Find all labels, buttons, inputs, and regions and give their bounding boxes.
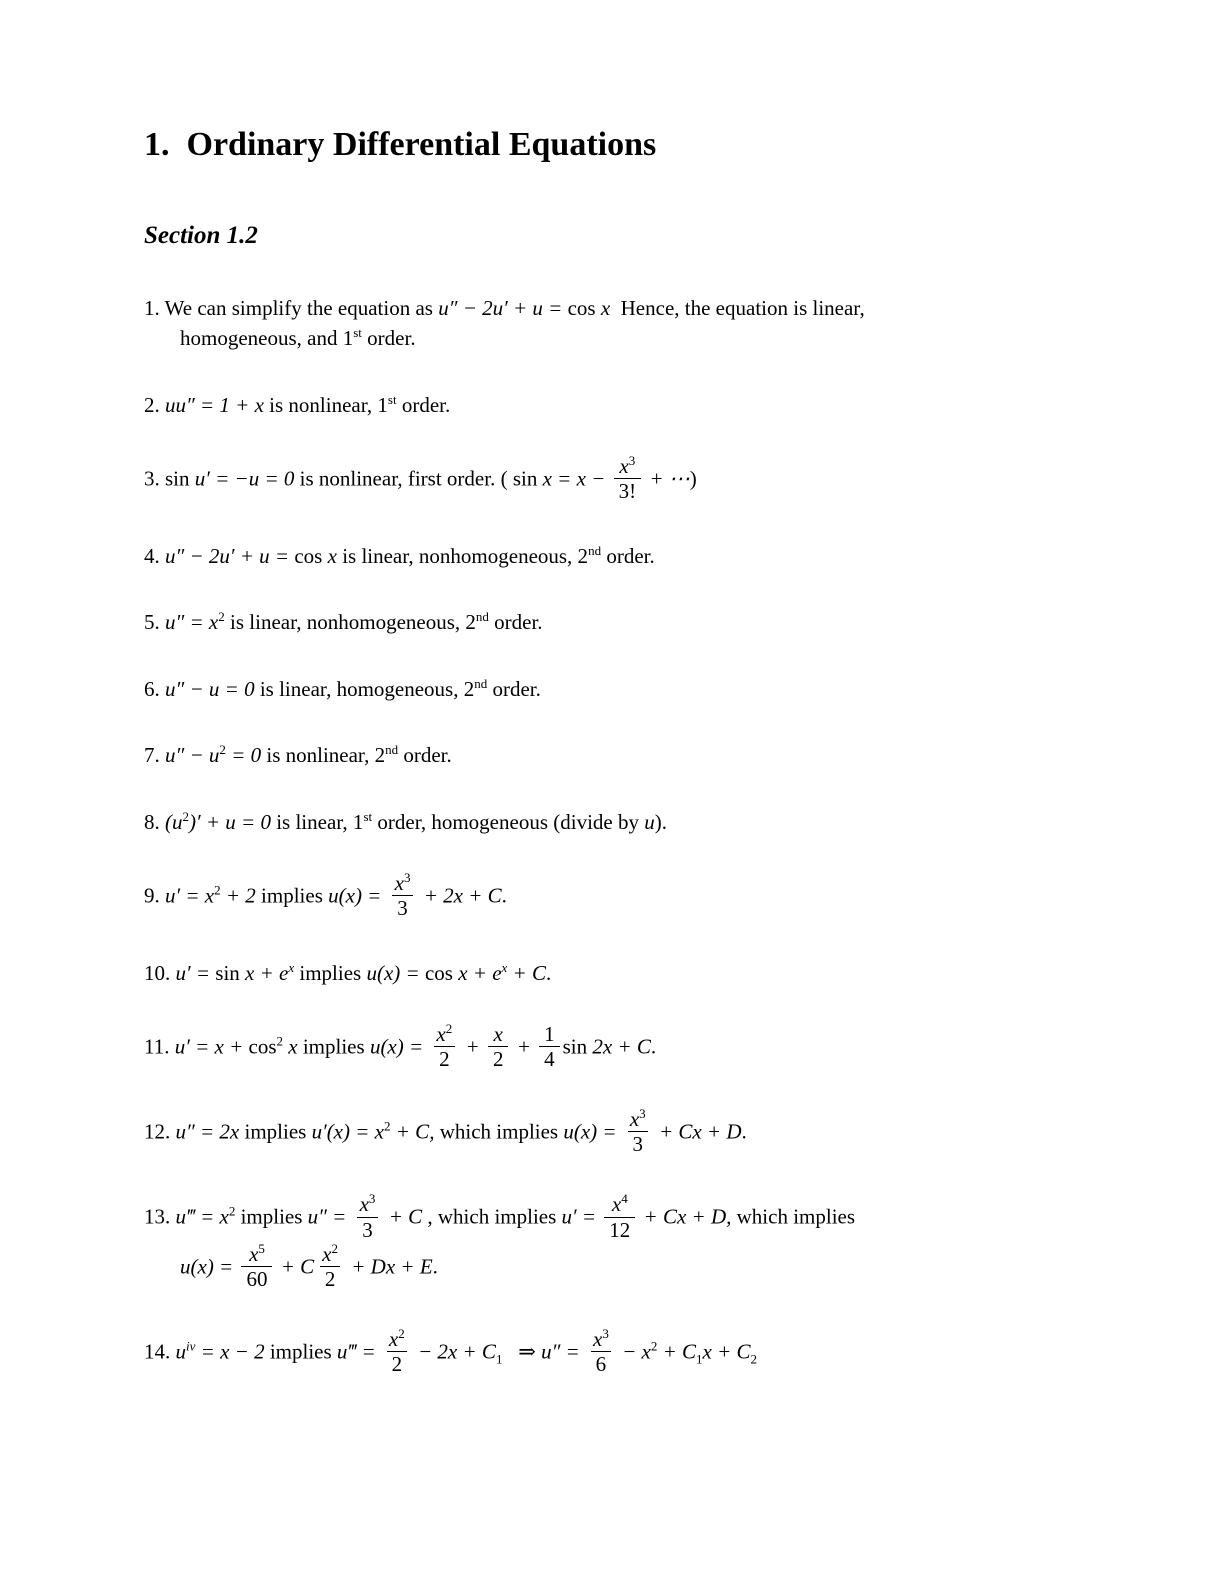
problem-line	[144, 453, 1114, 504]
math-text: (u	[165, 809, 183, 834]
superscript: 2	[182, 808, 190, 824]
superscript: x	[501, 959, 508, 975]
superscript: 5	[258, 1240, 265, 1256]
math-text: u(x) =	[366, 960, 425, 985]
plain-text: .	[501, 883, 507, 908]
fraction-numerator	[355, 1193, 381, 1216]
plain-text: order, homogeneous (divide by	[372, 809, 645, 834]
math-text: u″ = 2x	[175, 1119, 240, 1144]
math-text: x	[611, 1192, 622, 1217]
problem-item	[144, 869, 1114, 921]
problem-line	[144, 869, 1114, 921]
fraction-denominator	[320, 1266, 341, 1290]
superscript: 2	[228, 1203, 236, 1219]
problem-line	[144, 1191, 1114, 1242]
math-text: u	[644, 809, 655, 834]
math-text: u	[175, 1339, 186, 1364]
plain-text: 1	[544, 1022, 555, 1047]
math-text: +	[511, 1034, 537, 1059]
problem-line	[144, 324, 1114, 352]
plain-text: , which implies	[422, 1204, 562, 1229]
math-text: u(x) =	[180, 1253, 239, 1278]
math-text: 2x + C	[592, 1034, 651, 1059]
math-text: u″ − 2u′ + u =	[165, 544, 295, 569]
math-text: − 2x + C	[412, 1339, 496, 1364]
plain-text: is nonlinear, 2	[261, 743, 386, 768]
problem-line	[144, 1240, 1114, 1292]
problem-number: 3.	[144, 466, 165, 491]
plain-text: cos	[294, 544, 328, 569]
problem-line	[144, 608, 1114, 636]
problem-number: 4.	[144, 544, 165, 569]
superscript: 2	[218, 609, 225, 625]
fraction	[355, 1193, 381, 1240]
fraction	[539, 1023, 560, 1070]
math-text: x	[322, 1241, 332, 1266]
plain-text: cos	[567, 296, 601, 320]
plain-text: .	[741, 1119, 747, 1144]
plain-text: 3	[632, 1132, 644, 1157]
problem-line	[144, 542, 1114, 570]
fraction	[588, 1325, 614, 1376]
math-text: u‴ =	[336, 1339, 381, 1364]
math-text: u′ = −u = 0	[194, 466, 295, 491]
plain-text: 2	[439, 1047, 450, 1072]
plain-text: .	[545, 960, 552, 985]
section-heading: Section 1.2	[144, 222, 258, 249]
plain-text: 4	[544, 1047, 555, 1072]
fraction-numerator	[539, 1023, 560, 1046]
plain-text: Hence, the equation is linear,	[610, 296, 865, 320]
math-text: x	[394, 870, 404, 895]
fraction-denominator	[628, 1131, 649, 1155]
page-title: 1. Ordinary Differential Equations	[144, 126, 657, 163]
plain-text: order.	[361, 326, 416, 351]
fraction-denominator	[434, 1046, 455, 1070]
fraction-denominator	[392, 895, 413, 919]
problem-number: 14.	[144, 1339, 176, 1364]
math-text: u′(x) = x	[311, 1119, 384, 1144]
fraction-numerator	[607, 1193, 633, 1216]
problem-item	[144, 453, 1114, 504]
math-text: x	[619, 454, 629, 479]
plain-text: cos	[424, 960, 459, 985]
plain-text: implies	[264, 1339, 337, 1364]
math-text: + 2	[220, 883, 256, 908]
fraction-denominator	[591, 1351, 612, 1375]
plain-text: 2	[391, 1351, 403, 1376]
math-text: u″ − 2u′ + u =	[438, 296, 568, 320]
plain-text: which implies	[731, 1204, 856, 1229]
plain-text: implies	[297, 1034, 370, 1059]
problem-line	[144, 1021, 1114, 1072]
math-text: u″ =	[541, 1339, 585, 1364]
plain-text: implies	[294, 960, 367, 985]
problems-list	[144, 294, 1114, 1377]
math-text: x + C	[702, 1339, 751, 1364]
math-text: x	[283, 1034, 298, 1059]
problem-item	[144, 741, 1114, 769]
problem-line	[144, 808, 1114, 836]
plain-text: order.	[398, 743, 452, 768]
fraction-denominator	[539, 1046, 560, 1070]
plain-text: 6	[595, 1351, 607, 1376]
fraction-numerator	[489, 1023, 508, 1046]
math-text: )′ + u = 0	[189, 809, 271, 834]
math-text: x	[327, 544, 337, 569]
superscript: x	[288, 959, 295, 975]
problem-number: 7.	[144, 743, 165, 768]
problem-line	[144, 741, 1114, 769]
fraction	[317, 1240, 343, 1291]
math-text: u′ = x	[165, 883, 215, 908]
superscript: 2	[276, 1033, 284, 1049]
math-text: x + e	[245, 960, 289, 985]
plain-text: is linear, homogeneous, 2	[254, 676, 475, 701]
plain-text: sin	[562, 1034, 593, 1059]
superscript: iv	[186, 1338, 196, 1354]
superscript: 2	[214, 882, 221, 898]
plain-text: ).	[654, 809, 667, 834]
plain-text: implies	[235, 1204, 308, 1229]
math-text: u″ − u = 0	[165, 676, 255, 701]
fraction-numerator	[431, 1023, 457, 1046]
math-text: + C	[507, 960, 546, 985]
problem-number: 5.	[144, 610, 165, 635]
superscript: 2	[445, 1021, 453, 1037]
math-text: x	[436, 1022, 446, 1047]
subscript: 2	[750, 1351, 758, 1367]
superscript: 2	[398, 1325, 405, 1341]
fraction-numerator	[588, 1325, 614, 1351]
plain-text: sin	[512, 466, 543, 491]
superscript: 2	[384, 1118, 391, 1134]
math-text: x	[249, 1241, 259, 1266]
problem-number: 8.	[144, 809, 165, 834]
math-text: x	[592, 1326, 603, 1351]
problem-line	[144, 1325, 1114, 1377]
problem-item	[144, 542, 1114, 570]
math-text: u′ =	[175, 960, 216, 985]
math-text: + C	[275, 1253, 315, 1278]
fraction-denominator	[387, 1351, 408, 1375]
plain-text: is linear, nonhomogeneous, 2	[336, 544, 589, 569]
plain-text: .	[650, 1034, 657, 1059]
math-text: x	[629, 1107, 640, 1132]
superscript: 2	[219, 742, 226, 758]
math-text: uu″ = 1 + x	[165, 392, 264, 417]
fraction	[488, 1023, 509, 1070]
problem-number: 9.	[144, 883, 165, 908]
fraction	[384, 1325, 410, 1376]
problem-item	[144, 959, 1114, 987]
plain-text: is linear, nonhomogeneous, 2	[224, 610, 476, 635]
plain-text: order.	[396, 392, 451, 417]
math-text: u′ =	[561, 1204, 602, 1229]
superscript: st	[353, 325, 362, 341]
math-text: + C	[383, 1204, 423, 1229]
math-text: x	[493, 1022, 503, 1047]
problem-line	[144, 391, 1114, 419]
problem-item	[144, 1021, 1114, 1072]
plain-text: 3	[362, 1217, 373, 1242]
math-text: x	[600, 296, 611, 320]
fraction	[431, 1023, 457, 1070]
fraction	[625, 1108, 651, 1155]
plain-text: sin	[165, 466, 195, 491]
problem-number: 13.	[144, 1204, 176, 1229]
plain-text: We can simplify the equation as	[164, 296, 439, 320]
plain-text: )	[689, 466, 697, 491]
superscript: 3	[403, 869, 411, 885]
superscript: st	[387, 391, 397, 407]
fraction	[241, 1240, 272, 1291]
problem-number: 6.	[144, 676, 165, 701]
fraction-numerator	[317, 1240, 343, 1266]
plain-text: 60	[246, 1266, 268, 1291]
math-text: u‴ = x	[175, 1204, 229, 1229]
math-text: + 2x + C	[418, 883, 502, 908]
problem-item	[144, 294, 1114, 353]
math-text: u(x) =	[369, 1034, 429, 1059]
problem-item	[144, 1106, 1114, 1157]
math-text: = 0	[225, 743, 262, 768]
superscript: nd	[588, 543, 602, 559]
problem-item	[144, 808, 1114, 836]
subscript: 1	[696, 1351, 703, 1367]
math-text: − x	[616, 1339, 651, 1364]
superscript: 3	[602, 1325, 609, 1341]
math-text: + C	[657, 1339, 697, 1364]
superscript: nd	[474, 675, 488, 691]
superscript: st	[363, 808, 373, 824]
plain-text: is nonlinear, 1	[263, 392, 388, 417]
plain-text: is nonlinear, first order. (	[294, 466, 513, 491]
fraction-numerator	[384, 1325, 410, 1351]
plain-text: homogeneous, and 1	[180, 326, 354, 351]
math-text: + ⋯	[644, 466, 690, 491]
problem-number: 12.	[144, 1119, 176, 1144]
math-text: +	[460, 1034, 485, 1059]
superscript: 3	[639, 1106, 646, 1122]
plain-text: cos	[248, 1034, 277, 1059]
subscript: 1	[495, 1351, 503, 1367]
math-text: + C,	[390, 1119, 435, 1144]
problem-item	[144, 1325, 1114, 1377]
superscript: nd	[475, 609, 489, 625]
problem-line	[144, 959, 1114, 987]
fraction-denominator	[614, 478, 642, 502]
problem-number: 10.	[144, 960, 176, 985]
superscript: 3	[628, 453, 636, 469]
math-text: u(x) =	[563, 1119, 622, 1144]
problem-item	[144, 1191, 1114, 1291]
fraction-numerator	[614, 455, 640, 478]
math-text: + Cx + D	[653, 1119, 742, 1144]
fraction-denominator	[357, 1217, 378, 1241]
plain-text: 2	[492, 1047, 504, 1072]
math-text: = x − 2	[195, 1339, 265, 1364]
fraction-denominator	[604, 1217, 635, 1241]
fraction-denominator	[241, 1266, 272, 1290]
plain-text: which implies	[434, 1119, 564, 1144]
superscript: 2	[650, 1338, 658, 1354]
plain-text: 3!	[618, 479, 637, 504]
superscript: 3	[368, 1191, 376, 1207]
problem-number: 2.	[144, 392, 165, 417]
math-text: x + e	[458, 960, 502, 985]
plain-text: ⇒	[502, 1339, 542, 1364]
problem-item	[144, 391, 1114, 419]
problem-item	[144, 608, 1114, 636]
math-text: + Cx + D,	[638, 1204, 732, 1229]
plain-text: 2	[324, 1266, 336, 1291]
fraction-numerator	[625, 1108, 651, 1131]
plain-text: order.	[488, 610, 543, 635]
fraction	[390, 869, 416, 920]
problem-number: 11.	[144, 1034, 175, 1059]
math-text: x	[359, 1192, 369, 1217]
fraction-numerator	[390, 869, 416, 895]
plain-text: implies	[239, 1119, 312, 1144]
plain-text: order.	[601, 544, 655, 569]
plain-text: 3	[397, 895, 408, 920]
math-text: + Dx + E	[346, 1253, 433, 1278]
math-text: x	[388, 1326, 399, 1351]
plain-text: sin	[215, 960, 246, 985]
plain-text: .	[432, 1253, 438, 1278]
math-text: u′ = x +	[174, 1034, 249, 1059]
math-text: u″ =	[307, 1204, 352, 1229]
math-text: u″ − u	[165, 743, 220, 768]
superscript: 4	[621, 1191, 628, 1207]
math-text: u(x) =	[328, 883, 387, 908]
plain-text: is linear, 1	[270, 809, 364, 834]
math-text: x = x −	[542, 466, 611, 491]
plain-text: implies	[255, 883, 329, 908]
fraction	[614, 455, 642, 502]
plain-text: order.	[487, 676, 541, 701]
fraction-denominator	[488, 1046, 509, 1070]
problem-line	[144, 294, 1114, 322]
fraction-numerator	[244, 1240, 270, 1266]
superscript: 2	[331, 1240, 339, 1256]
superscript: nd	[385, 742, 399, 758]
math-text: u″ = x	[165, 610, 219, 635]
problem-item	[144, 675, 1114, 703]
fraction	[604, 1193, 635, 1240]
problem-line	[144, 675, 1114, 703]
problem-number: 1.	[144, 296, 165, 320]
problem-line	[144, 1106, 1114, 1157]
plain-text: 12	[609, 1217, 631, 1242]
